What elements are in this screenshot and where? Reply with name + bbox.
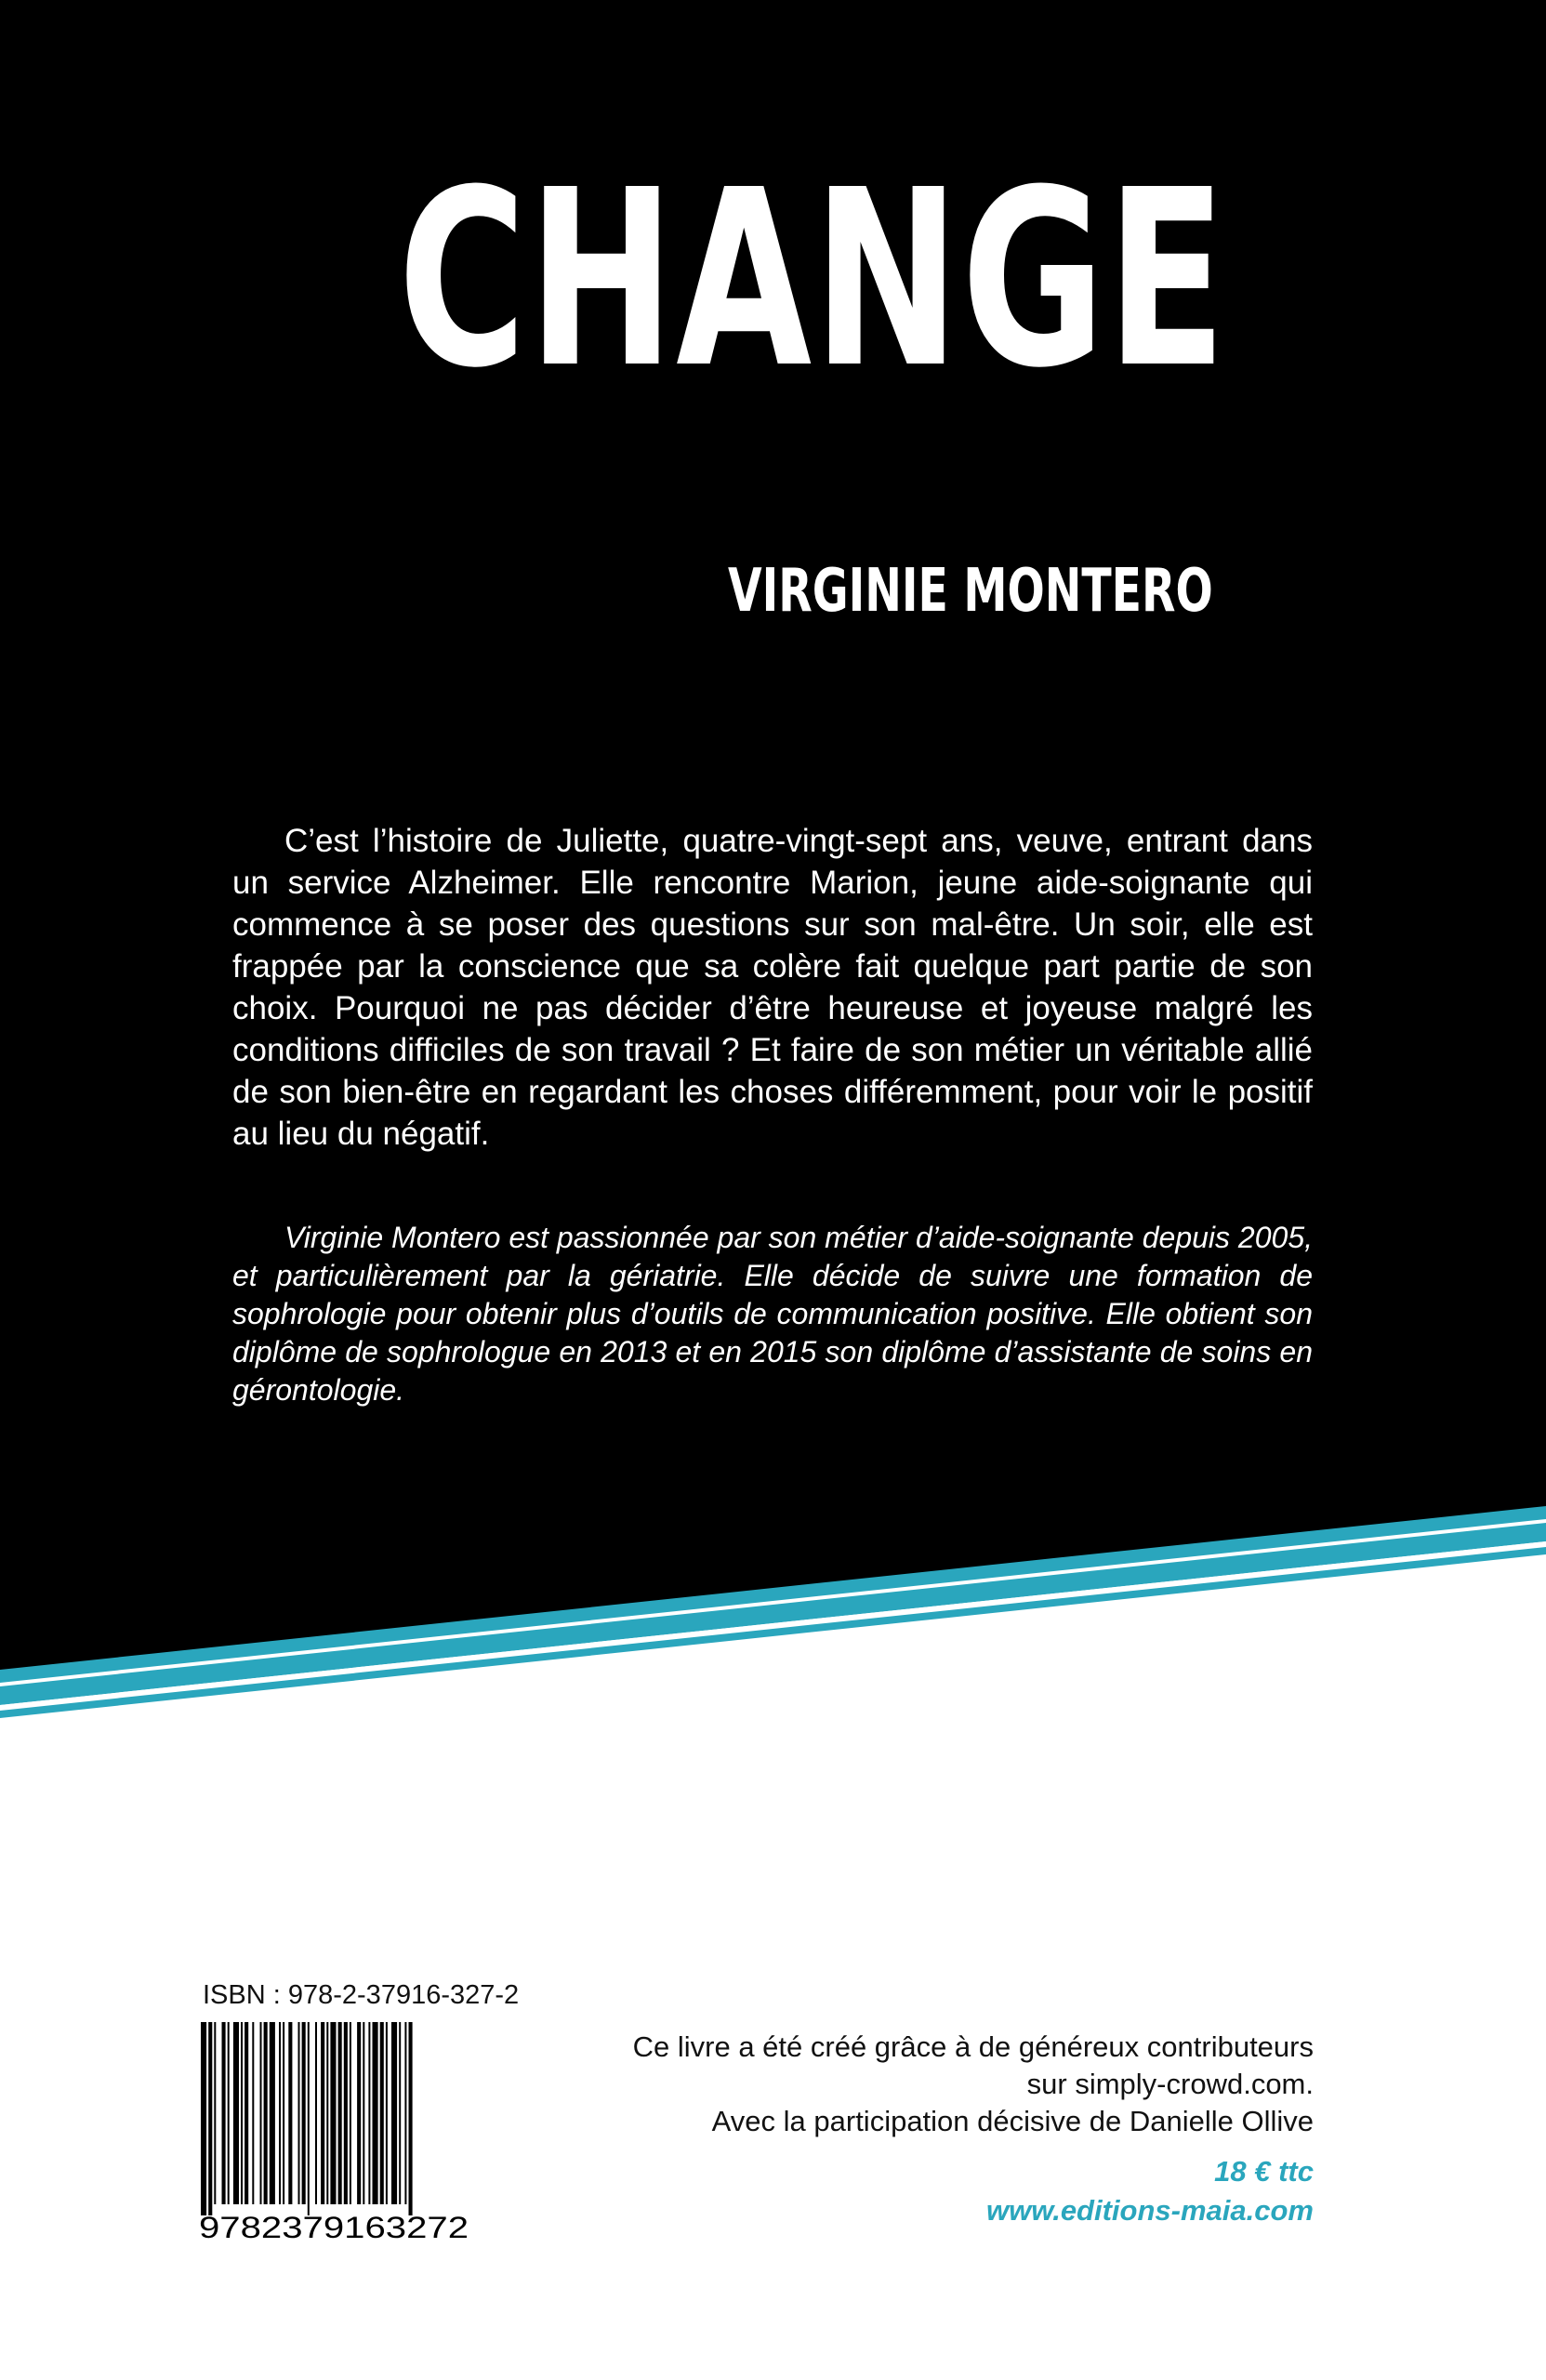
author-bio-text: Virginie Montero est passionnée par son métier d’aide-soignante depuis 2005, et particulièrement par la gériatrie. Elle décide de suivre une formation de sophrologie pour obtenir plus d’outils de communication positive. Elle obtient son diplôme de sophrologue en 2013 et en 2015 son diplôme d’assistante de soins en gérontologie.: [232, 1221, 1313, 1407]
barcode-bar: [252, 2022, 254, 2204]
barcode-bar: [308, 2022, 310, 2215]
barcode-digits: 9782379163272: [199, 2211, 469, 2244]
barcode-bar: [326, 2022, 328, 2204]
barcode-bar: [321, 2022, 324, 2204]
barcode-bar: [373, 2022, 378, 2204]
barcode-bar: [201, 2022, 206, 2215]
barcode-bar: [214, 2022, 216, 2204]
stripe-middle: [0, 1523, 1546, 1705]
barcode-bar: [357, 2022, 361, 2204]
barcode-bar: [270, 2022, 275, 2204]
barcode-bar: [298, 2022, 300, 2204]
barcode-bar: [244, 2022, 248, 2204]
credits-line-1: Ce livre a été créé grâce à de généreux contributeurs: [632, 2030, 1314, 2063]
publisher-website-link[interactable]: www.editions-maia.com: [986, 2194, 1314, 2227]
barcode-bar: [283, 2022, 284, 2204]
barcode-bar: [279, 2022, 281, 2204]
barcode-bar: [399, 2022, 401, 2204]
barcode-bar: [208, 2022, 212, 2215]
stripe-gap: [0, 1541, 1546, 1711]
barcode-bar: [380, 2022, 384, 2204]
barcode-bar: [233, 2022, 239, 2204]
synopsis-text: C’est l’histoire de Juliette, quatre-vingt-sept ans, veuve, entrant dans un service Alzheimer. Elle rencontre Marion, jeune aide-soignante qui commence à se poser des questions sur son mal-être. Un soir, elle est frappée par la conscience que sa colère fait quelque part partie de son choix. Pourquoi ne pas décider d’être heureuse et joyeuse malgré les conditions difficiles de son travail ? Et faire de son métier un véritable allié de son bien-être en regardant les choses différemment, pour voir le positif au lieu du négatif.: [232, 823, 1313, 1152]
isbn-label: ISBN : 978-2-37916-327-2: [203, 1980, 520, 2010]
barcode-bar: [222, 2022, 226, 2204]
credits-line-3: Avec la participation décisive de Danielle Ollive: [711, 2105, 1314, 2137]
barcode-bar: [264, 2022, 268, 2204]
stripe-bottom: [0, 1547, 1546, 1718]
barcode-bar: [260, 2022, 262, 2204]
stripe-top: [0, 1506, 1546, 1683]
barcode-bar: [368, 2022, 370, 2204]
barcode-bar: [350, 2022, 351, 2204]
barcode-icon: [199, 2022, 478, 2245]
barcode-bar: [241, 2022, 243, 2204]
credits-block: [477, 2029, 1314, 2140]
barcode-bar: [409, 2022, 413, 2215]
barcode-bar: [363, 2022, 364, 2204]
barcode-bar: [344, 2022, 348, 2204]
book-title: CHANGE: [398, 138, 1228, 421]
barcode-bar: [228, 2022, 230, 2204]
barcode-bar: [315, 2022, 317, 2204]
barcode-bar: [404, 2022, 406, 2204]
barcode-bar: [391, 2022, 397, 2204]
barcode-bar: [338, 2022, 342, 2204]
barcode-bar: [288, 2022, 292, 2204]
barcode-bar: [302, 2022, 306, 2204]
barcode-bar: [330, 2022, 336, 2204]
price-label: 18 € ttc: [1214, 2155, 1314, 2188]
barcode-bar: [386, 2022, 388, 2204]
credits-line-2: sur simply-crowd.com.: [1026, 2068, 1314, 2100]
author-name: VIRGINIE MONTERO: [728, 557, 1213, 626]
